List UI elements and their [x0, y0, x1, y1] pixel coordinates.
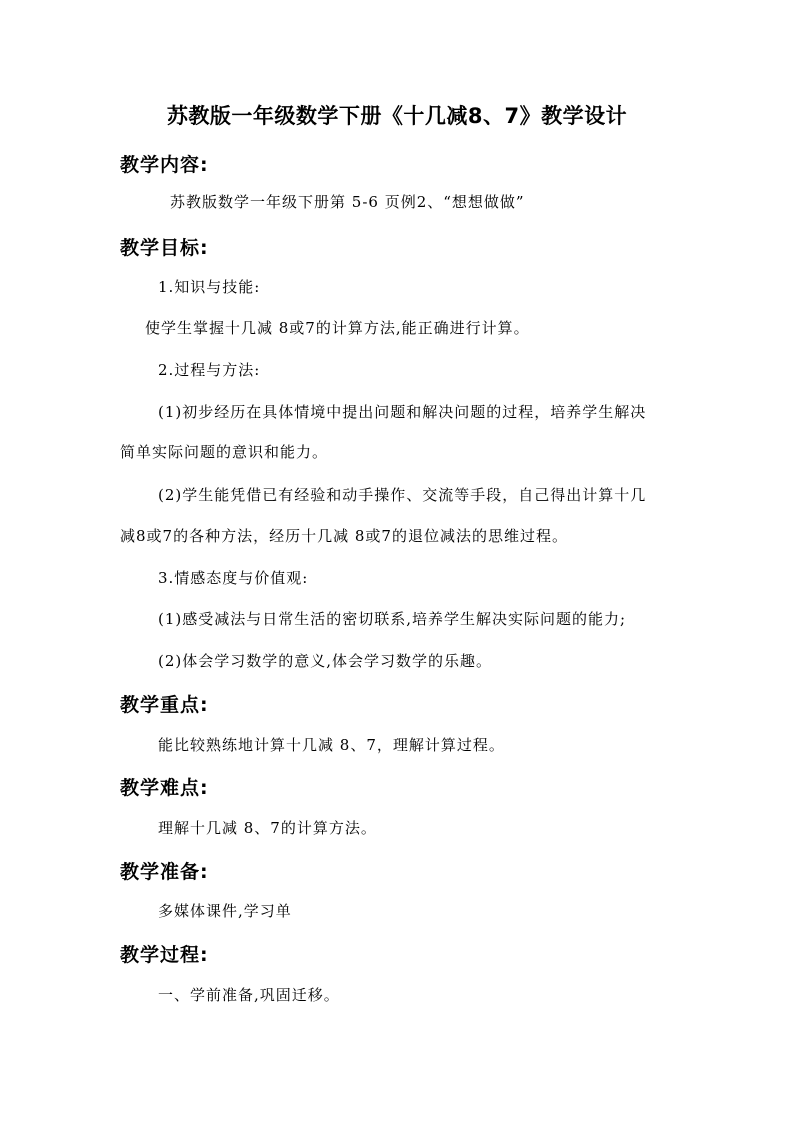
difficulty-heading: 教学难点: — [120, 777, 209, 799]
goal2-title: 2.过程与方法: — [158, 361, 261, 379]
content-heading: 教学内容: — [120, 154, 209, 176]
goal2-item1-line2: 简单实际问题的意识和能力。 — [120, 443, 329, 461]
goal2-item2-line1: (2)学生能凭借已有经验和动手操作、交流等手段，自己得出计算十几 — [158, 486, 647, 504]
prep-heading: 教学准备: — [120, 861, 209, 883]
goal3-item1: (1)感受减法与日常生活的密切联系,培养学生解决实际问题的能力; — [158, 610, 627, 628]
goal3-title: 3.情感态度与价值观: — [158, 569, 309, 587]
content-text: 苏教版数学一年级下册第 5-6 页例2、“想想做做” — [170, 193, 525, 211]
difficulty-text: 理解十几减 8、7的计算方法。 — [158, 819, 377, 837]
goal1-text: 使学生掌握十几减 8或7的计算方法,能正确进行计算。 — [145, 319, 530, 337]
goal1-title: 1.知识与技能: — [158, 278, 261, 296]
prep-text: 多媒体课件,学习单 — [158, 902, 292, 920]
process-heading: 教学过程: — [120, 944, 209, 966]
goal3-item2: (2)体会学习数学的意义,体会学习数学的乐趣。 — [158, 652, 493, 670]
goals-heading: 教学目标: — [120, 237, 209, 259]
goal2-item2-line2: 减8或7的各种方法，经历十几减 8或7的退位减法的思维过程。 — [120, 527, 568, 545]
goal2-item1-line1: (1)初步经历在具体情境中提出问题和解决问题的过程，培养学生解决 — [158, 403, 647, 421]
document-title: 苏教版一年级数学下册《十几减8、7》教学设计 — [166, 104, 628, 128]
key-heading: 教学重点: — [120, 694, 209, 716]
key-text: 能比较熟练地计算十几减 8、7，理解计算过程。 — [158, 736, 505, 754]
process-step1: 一、学前准备,巩固迁移。 — [158, 986, 340, 1004]
